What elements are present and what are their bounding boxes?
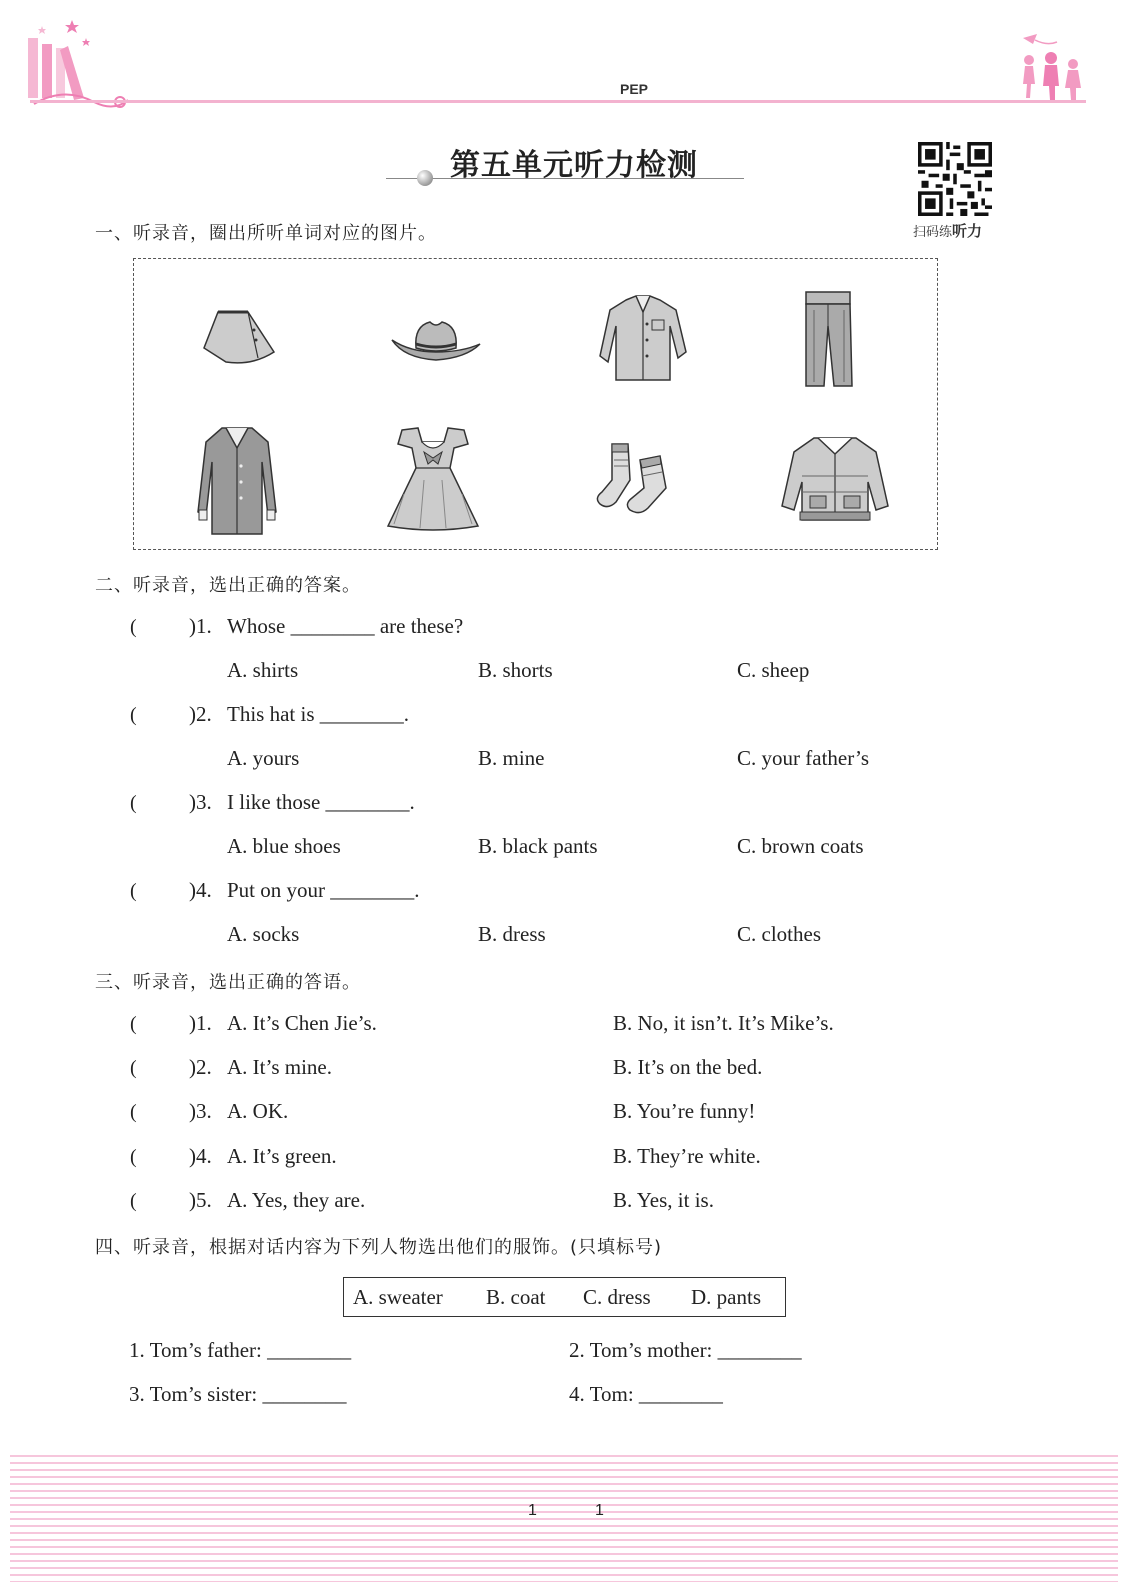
question-number: )2.: [189, 1055, 212, 1079]
page-title: 第五单元听力检测: [450, 149, 698, 182]
socks-icon[interactable]: [592, 440, 674, 516]
question-number: )4.: [189, 878, 212, 902]
option-c: C. sheep: [737, 658, 810, 682]
question-stem: This hat is ________.: [227, 702, 409, 726]
option-b: B. You’re funny!: [613, 1099, 756, 1123]
option-a: A. It’s green.: [227, 1144, 337, 1168]
fill-item[interactable]: 1. Tom’s father: ________: [129, 1338, 352, 1362]
section3-heading: 三、听录音，选出正确的答语。: [95, 972, 361, 993]
answer-blank[interactable]: (: [130, 1101, 137, 1123]
option-b: B. It’s on the bed.: [613, 1055, 763, 1079]
coat-icon[interactable]: [196, 422, 278, 538]
option-c: C. brown coats: [737, 834, 864, 858]
question-number: )3.: [189, 1099, 212, 1123]
option-item: D. pants: [691, 1285, 761, 1309]
section2-heading: 二、听录音，选出正确的答案。: [95, 575, 361, 596]
option-a: A. yours: [227, 746, 300, 770]
question-stem: I like those ________.: [227, 790, 415, 814]
page-number-right: 1: [595, 1502, 604, 1519]
footer-decoration: [10, 1450, 1118, 1582]
fill-item[interactable]: 4. Tom: ________: [569, 1382, 723, 1406]
option-item: C. dress: [583, 1285, 651, 1309]
option-item: B. coat: [486, 1285, 546, 1309]
option-item: A. sweater: [353, 1285, 443, 1309]
option-b: B. black pants: [478, 834, 598, 858]
pants-icon[interactable]: [800, 290, 856, 390]
shirt-icon[interactable]: [596, 292, 690, 384]
answer-blank[interactable]: (: [130, 704, 137, 726]
jacket-icon[interactable]: [780, 432, 890, 526]
option-a: A. OK.: [227, 1099, 289, 1123]
answer-blank[interactable]: (: [130, 1190, 137, 1212]
fill-item[interactable]: 3. Tom’s sister: ________: [129, 1382, 347, 1406]
answer-blank[interactable]: (: [130, 1013, 137, 1035]
hat-icon[interactable]: [390, 318, 482, 362]
option-a: A. It’s Chen Jie’s.: [227, 1011, 377, 1035]
children-kite-decoration: [1015, 32, 1090, 102]
question-stem: Whose ________ are these?: [227, 614, 464, 638]
qr-caption-bold: 听力: [952, 222, 983, 240]
option-b: B. mine: [478, 746, 545, 770]
question-number: )3.: [189, 790, 212, 814]
option-a: A. socks: [227, 922, 300, 946]
dress-icon[interactable]: [384, 424, 482, 532]
question-number: )1.: [189, 1011, 212, 1035]
option-b: B. shorts: [478, 658, 553, 682]
section4-heading: 四、听录音，根据对话内容为下列人物选出他们的服饰。(只填标号): [95, 1237, 663, 1258]
option-b: B. They’re white.: [613, 1144, 761, 1168]
question-number: )5.: [189, 1188, 212, 1212]
answer-blank[interactable]: (: [130, 1146, 137, 1168]
answer-blank[interactable]: (: [130, 792, 137, 814]
question-number: )2.: [189, 702, 212, 726]
question-number: )4.: [189, 1144, 212, 1168]
header-rule: [30, 100, 1086, 103]
qr-caption-small: 扫码练: [913, 225, 953, 240]
option-c: C. your father’s: [737, 746, 869, 770]
title-dot-ornament: [417, 170, 433, 186]
skirt-icon[interactable]: [200, 308, 278, 368]
answer-blank[interactable]: (: [130, 1057, 137, 1079]
fill-item[interactable]: 2. Tom’s mother: ________: [569, 1338, 802, 1362]
option-b: B. No, it isn’t. It’s Mike’s.: [613, 1011, 834, 1035]
section1-heading: 一、听录音，圈出所听单词对应的图片。: [95, 223, 437, 244]
option-a: A. shirts: [227, 658, 299, 682]
question-stem: Put on your ________.: [227, 878, 420, 902]
option-b: B. dress: [478, 922, 546, 946]
option-a: A. It’s mine.: [227, 1055, 332, 1079]
qr-caption: [913, 220, 982, 241]
option-a: A. Yes, they are.: [227, 1188, 366, 1212]
answer-blank[interactable]: (: [130, 880, 137, 902]
option-c: C. clothes: [737, 922, 821, 946]
series-label: PEP: [620, 81, 649, 97]
option-a: A. blue shoes: [227, 834, 341, 858]
answer-blank[interactable]: (: [130, 616, 137, 638]
option-b: B. Yes, it is.: [613, 1188, 714, 1212]
page-number-left: 1: [528, 1502, 537, 1519]
question-number: )1.: [189, 614, 212, 638]
qr-code[interactable]: [918, 142, 992, 216]
